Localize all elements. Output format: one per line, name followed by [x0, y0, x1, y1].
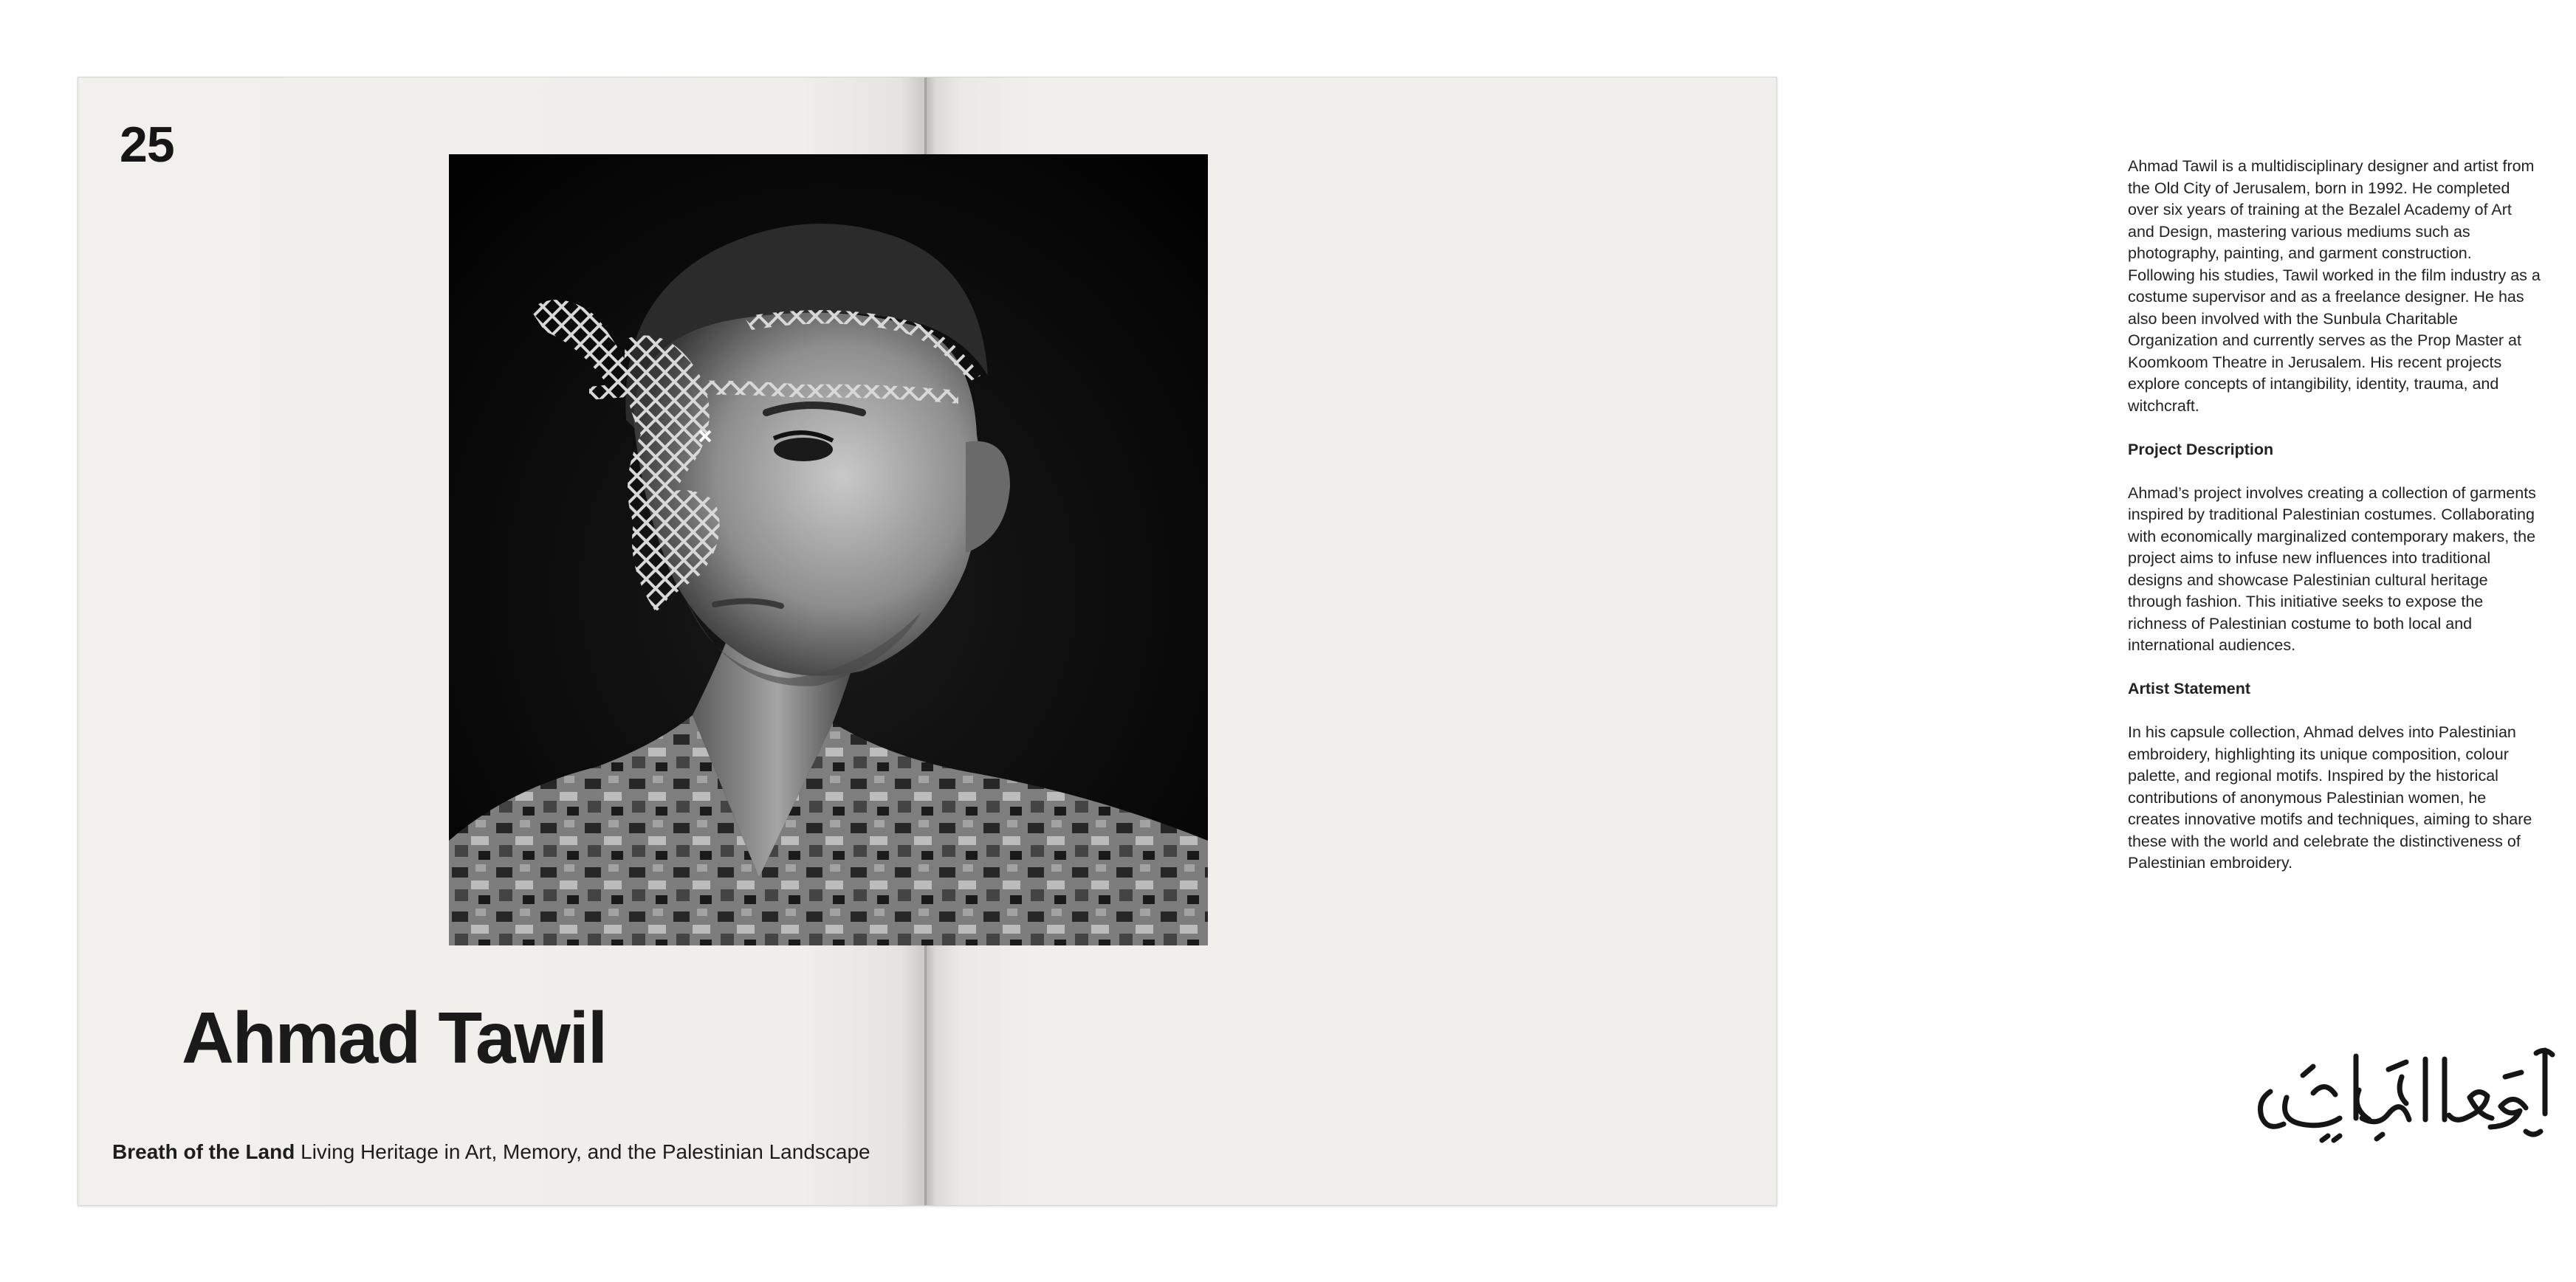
publication-title: Breath of the Land: [112, 1140, 295, 1163]
project-description-body: Ahmad’s project involves creating a collection of garments inspired by traditional Palestinian costumes. Collaborating with economically marginalized contemporary makers, the project aims to infuse new influences into traditional designs and showcase Palestinian cultural heritage through fashion. This initiative seeks to expose the richness of Palestinian costume to both local and international audiences.: [2128, 483, 2536, 654]
arabic-name-calligraphy: [2251, 1037, 2576, 1148]
project-description-heading: Project Description: [2128, 440, 2274, 458]
portrait-illustration: [449, 154, 1208, 945]
page-number: 25: [120, 117, 174, 173]
text-column: [2128, 156, 2541, 896]
artist-bio: Ahmad Tawil is a multidisciplinary designer and artist from the Old City of Jerusalem, born in 1992. He completed over six years of training at the Bezalel Academy of Art and Design, mastering various mediums such as photography, painting, and garment construction. Following his studies, Tawil worked in the film industry as a costume supervisor and as a freelance designer. He has also been involved with the Sunbula Charitable Organization and currently serves as the Prop Master at Koomkoom Theatre in Jerusalem. His recent projects explore concepts of intangibility, identity, trauma, and witchcraft.: [2128, 157, 2541, 415]
arabic-calligraphy-graphic: [2251, 1037, 2576, 1148]
artist-statement-heading: Artist Statement: [2128, 680, 2251, 697]
artist-name-heading: Ahmad Tawil: [182, 997, 607, 1078]
artist-portrait-photo: [449, 154, 1208, 945]
publication-subtitle: Living Heritage in Art, Memory, and the Palestinian Landscape: [300, 1140, 870, 1163]
publication-footer: [112, 1140, 870, 1164]
artist-statement-body: In his capsule collection, Ahmad delves into Palestinian embroidery, highlighting its unique composition, colour palette, and regional motifs. Inspired by the historical contributions of anonymous Palestinian women, he creates innovative motifs and techniques, aiming to share these with the world and celebrate the distinctiveness of Palestinian embroidery.: [2128, 723, 2532, 872]
magazine-spread: [78, 77, 2541, 1206]
